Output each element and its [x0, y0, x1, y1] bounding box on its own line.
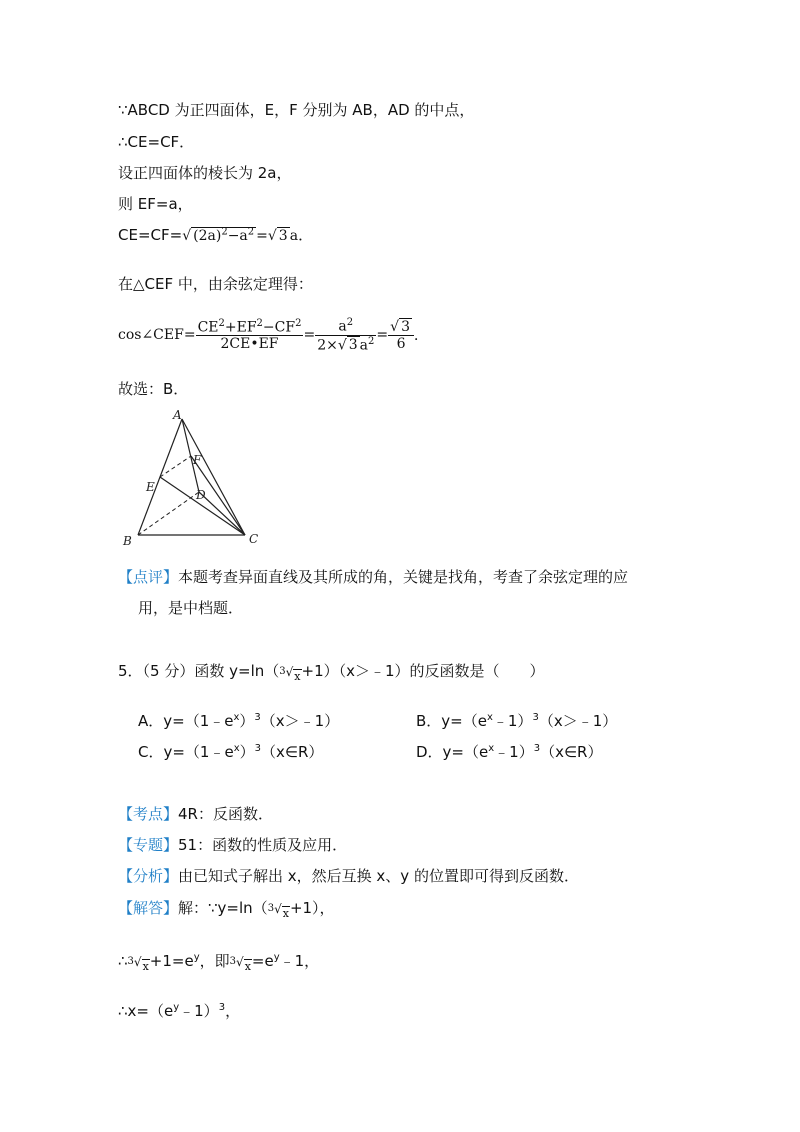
sqrt-3: 3: [348, 337, 358, 354]
ce-cf-label: CE=CF=: [118, 226, 183, 244]
label-c: C: [249, 532, 259, 546]
radicand-2a: (2a): [193, 228, 222, 244]
segment-ef: [160, 456, 191, 477]
answer-line: 故选：B．: [118, 380, 189, 398]
solution-line-2: ∴CE=CF．: [118, 133, 195, 151]
sqrt-3: 3: [401, 318, 410, 335]
tetrahedron-figure: [115, 405, 275, 550]
close-paren: ）: [239, 743, 255, 761]
option-a-text: A．y=（1﹣e: [138, 712, 234, 730]
label-b: B: [123, 534, 132, 548]
two-times: 2×: [317, 337, 338, 354]
comment-line-2: 用，是中档题．: [138, 599, 244, 617]
key-point-tag: 【考点】: [118, 805, 179, 823]
period: ．: [298, 226, 314, 244]
exp-y: y: [273, 952, 280, 963]
cube-root-x: $3√_x$: [229, 955, 251, 973]
minus-one: ﹣1）: [179, 1002, 219, 1020]
exp-y: y: [193, 952, 200, 963]
minus-one: ﹣1）: [494, 743, 534, 761]
radicand-minus-a: −a: [227, 228, 248, 244]
cube-root-x: $3√_x$: [127, 955, 149, 973]
therefore: ∴: [118, 952, 128, 970]
segment-ec: [160, 477, 245, 535]
solution-step-3: [118, 1000, 240, 1021]
solution-prefix: 解：∵y=ln（: [178, 899, 268, 917]
denominator: 2CE•EF: [220, 336, 279, 353]
exponent: 2: [221, 226, 228, 238]
var-a: a: [289, 228, 299, 244]
cube-root-x: $3√_x$: [279, 665, 301, 683]
plus-one-eq: +1=e: [149, 952, 194, 970]
cube-root-x: $3√_x$: [267, 902, 289, 920]
topic-line: [118, 834, 347, 855]
solution-suffix: +1），: [289, 899, 335, 917]
topic-tag: 【专题】: [118, 836, 179, 854]
label-d: D: [196, 488, 206, 502]
analysis-tag: 【分析】: [118, 867, 179, 885]
exponent: 2: [368, 335, 375, 347]
fraction-3: $\frac{√ 3}{6}$: [388, 319, 414, 352]
root-index: 3: [267, 903, 275, 914]
x-equals: ∴x=（e: [118, 1002, 174, 1020]
label-f: F: [193, 453, 202, 467]
option-b[interactable]: [416, 710, 617, 731]
solution-line-4: 则 EF=a，: [118, 195, 193, 213]
radicand: x: [294, 670, 301, 683]
solution-line-6: 在△CEF 中，由余弦定理得：: [118, 275, 313, 293]
option-d-domain: （x∈R）: [540, 743, 603, 761]
solution-tag: 【解答】: [118, 899, 179, 917]
root-index: 3: [127, 956, 134, 967]
exp-3: 3: [254, 743, 262, 754]
exp-x: x: [233, 743, 240, 754]
solution-start-line: [118, 897, 335, 918]
equals-e: =e: [251, 952, 274, 970]
label-e: E: [146, 480, 155, 494]
analysis-line: [118, 865, 579, 886]
comment-text: 本题考查异面直线及其所成的角，关键是找角，考查了余弦定理的应: [178, 568, 629, 586]
radicand: x: [142, 960, 149, 973]
solution-line-3: 设正四面体的棱长为 2a，: [118, 164, 292, 182]
cos-label: cos∠CEF=: [118, 327, 196, 343]
exp-x: x: [488, 743, 495, 754]
period: ．: [413, 328, 428, 344]
fraction-1: [196, 318, 304, 353]
exponent: 2: [256, 317, 263, 329]
fraction-2: $\frac{a^2}{2\times√ 3 a^2}$: [317, 316, 375, 354]
option-b-text: B．y=（e: [416, 712, 487, 730]
ce: CE: [197, 319, 219, 336]
root-index: 3: [279, 666, 286, 677]
solution-step-2: [118, 950, 319, 971]
edge-bd: [138, 492, 199, 535]
radicand: x: [244, 960, 251, 973]
equals: =: [256, 228, 268, 244]
cosine-formula: [118, 312, 428, 358]
key-point-line: [118, 803, 273, 824]
exponent: 2: [295, 317, 302, 329]
exp-3: 3: [254, 712, 261, 723]
namely: ，即: [199, 952, 230, 970]
radicand: x: [282, 907, 289, 920]
option-d[interactable]: [416, 741, 602, 762]
exp-3: 3: [218, 1002, 226, 1013]
label-a: A: [173, 408, 182, 422]
exponent: 2: [247, 226, 255, 238]
sqrt-3: 3: [278, 228, 288, 244]
exp-3: 3: [532, 712, 539, 723]
edge-dc: [199, 492, 245, 535]
minus-one: ﹣1）: [492, 712, 533, 730]
analysis-text: 由已知式子解出 x，然后互换 x、y 的位置即可得到反函数．: [178, 867, 579, 885]
root-index: 3: [229, 956, 237, 967]
cf: −CF: [262, 319, 296, 336]
a: a: [359, 337, 369, 354]
close-paren: ）: [239, 712, 255, 730]
stem-suffix: +1）（x＞﹣1）的反函数是（ ）: [301, 662, 545, 680]
option-a[interactable]: [138, 710, 339, 731]
question-5-stem: [118, 660, 545, 681]
stem-prefix: 5．（5 分）函数 y=ln（: [118, 662, 280, 680]
exp-x: x: [233, 712, 240, 723]
option-a-domain: （x＞﹣1）: [260, 712, 340, 730]
comma: ，: [225, 1002, 241, 1020]
exp-3: 3: [533, 743, 541, 754]
solution-line-1: ∵ABCD 为正四面体，E，F 分别为 AB，AD 的中点，: [118, 101, 475, 119]
a: a: [338, 318, 347, 335]
comment-tag: 【点评】: [118, 568, 179, 586]
exp-y: y: [173, 1002, 180, 1013]
sqrt-expression: √ $(2a)^2-a^2$ =√ 3 a: [182, 226, 299, 244]
topic-text: 51：函数的性质及应用．: [178, 836, 348, 854]
option-c-domain: （x∈R）: [261, 743, 324, 761]
key-point-text: 4R：反函数．: [178, 805, 273, 823]
exponent: 2: [346, 316, 354, 328]
equals: =: [303, 327, 316, 343]
exp-x: x: [486, 712, 493, 723]
option-c-text: C．y=（1﹣e: [138, 743, 234, 761]
exponent: 2: [218, 317, 225, 329]
solution-line-5: [118, 224, 313, 245]
six: 6: [396, 335, 406, 352]
edge-ac: [182, 419, 245, 535]
minus-one: ﹣1，: [279, 952, 320, 970]
equals: =: [376, 327, 389, 343]
option-c[interactable]: [138, 741, 323, 762]
option-d-text: D．y=（e: [416, 743, 489, 761]
comment-line-1: [118, 566, 628, 587]
ef: +EF: [224, 319, 257, 336]
option-b-domain: （x＞﹣1）: [538, 712, 618, 730]
